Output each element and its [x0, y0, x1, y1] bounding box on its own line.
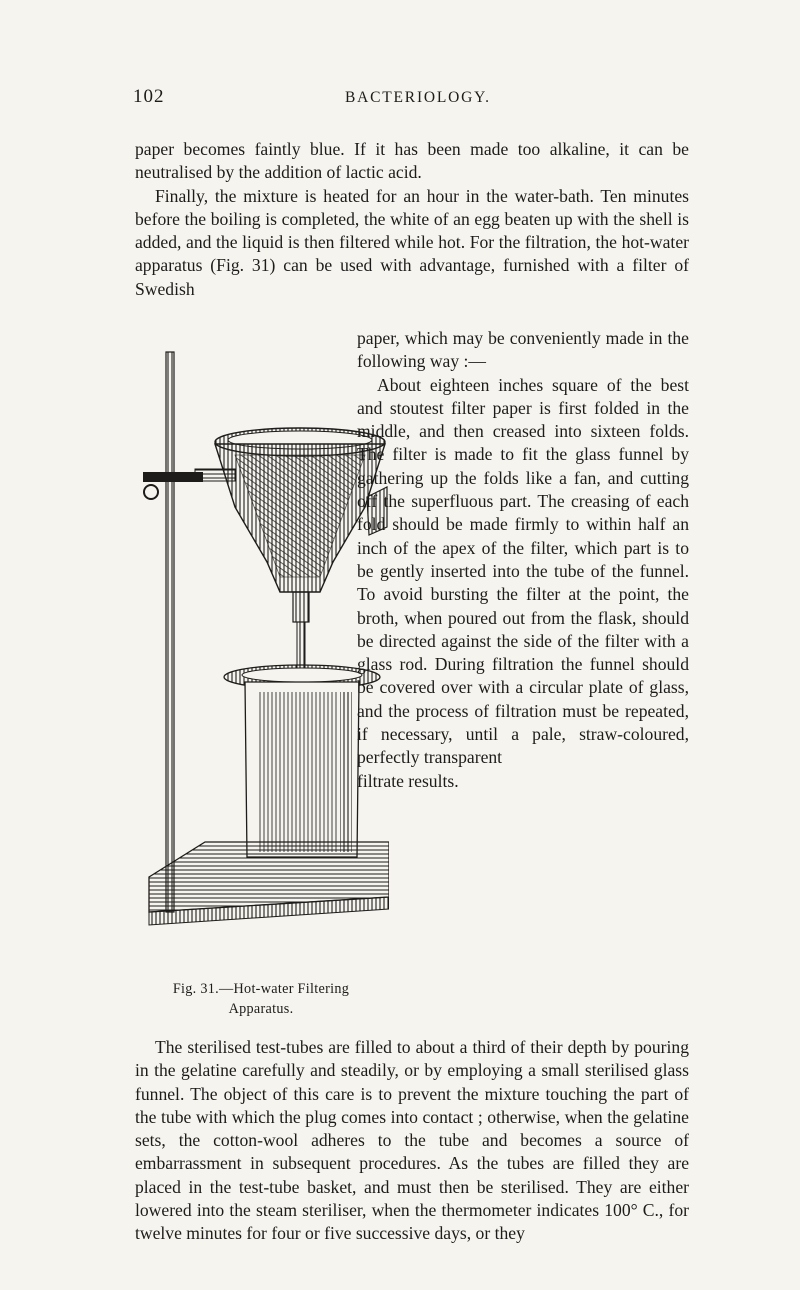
page-number: 102 [133, 86, 165, 107]
paragraph-4: The sterilised test-tubes are filled to about a third of their depth by pouring in the gelatine carefully and steadily, or by employing a small sterilised glass funnel. The object of this care is to prevent the mixture touching the part of the tube with which the plug comes into contact ; otherwise, when the gelatine sets, the cotton-wool adheres to the tube and becomes a source of embarrassment in subsequent procedures. As the tubes are filled they are placed in the test-tube basket, and must then be sterilised. They are either lowered into the steam steriliser, when the thermometer indicates 100° C., for twelve minutes for four or five successive days, or they [135, 1037, 689, 1244]
body-text-top [135, 138, 689, 301]
running-title: BACTERIOLOGY. [345, 89, 491, 106]
paragraph-3-end: filtrate results. [357, 770, 459, 791]
figure-caption [130, 979, 392, 1019]
paragraph-2-continued: paper, which may be conveniently made in the following way :— [357, 328, 689, 372]
body-text-bottom [135, 1036, 689, 1246]
figure-with-wrapped-text [135, 327, 689, 1043]
paragraph-2: Finally, the mixture is heated for an hour in the water-bath. Ten minutes before the boiling is completed, the white of an egg beaten up with the shell is added, and the liquid is then filtered while hot. For the filtration, the hot-water apparatus (Fig. 31) can be used with advantage, furnished with a filter of Swedish [135, 185, 689, 299]
page-header [0, 86, 800, 116]
hot-water-filtering-apparatus-illustration [135, 337, 389, 977]
paragraph-3: About eighteen inches square of the best and stoutest filter paper is first folded in the middle, and then creased into sixteen folds. The filter is made to fit the glass funnel by gathering up the folds like a fan, and cutting off the superfluous part. The creasing of each fold should be made firmly to within half an inch of the apex of the filter, which part is to be gently inserted into the tube of the funnel. To avoid bursting the filter at the point, the broth, when poured out from the flask, should be directed against the side of the filter with a glass rod. During filtration the funnel should be covered over with a circular plate of glass, and the process of filtration must be repeated, if necessary, until a pale, straw-coloured, perfectly transparent [357, 374, 689, 768]
paragraph-1: paper becomes faintly blue. If it has been made too alkaline, it can be neutralised by the addition of lactic acid. [135, 139, 689, 183]
caption-line-1: Fig. 31.—Hot-water Filtering [172, 981, 350, 997]
figure-31 [135, 327, 389, 1043]
wrapped-text-column [357, 327, 689, 793]
caption-line-2: Apparatus. [228, 1001, 294, 1017]
